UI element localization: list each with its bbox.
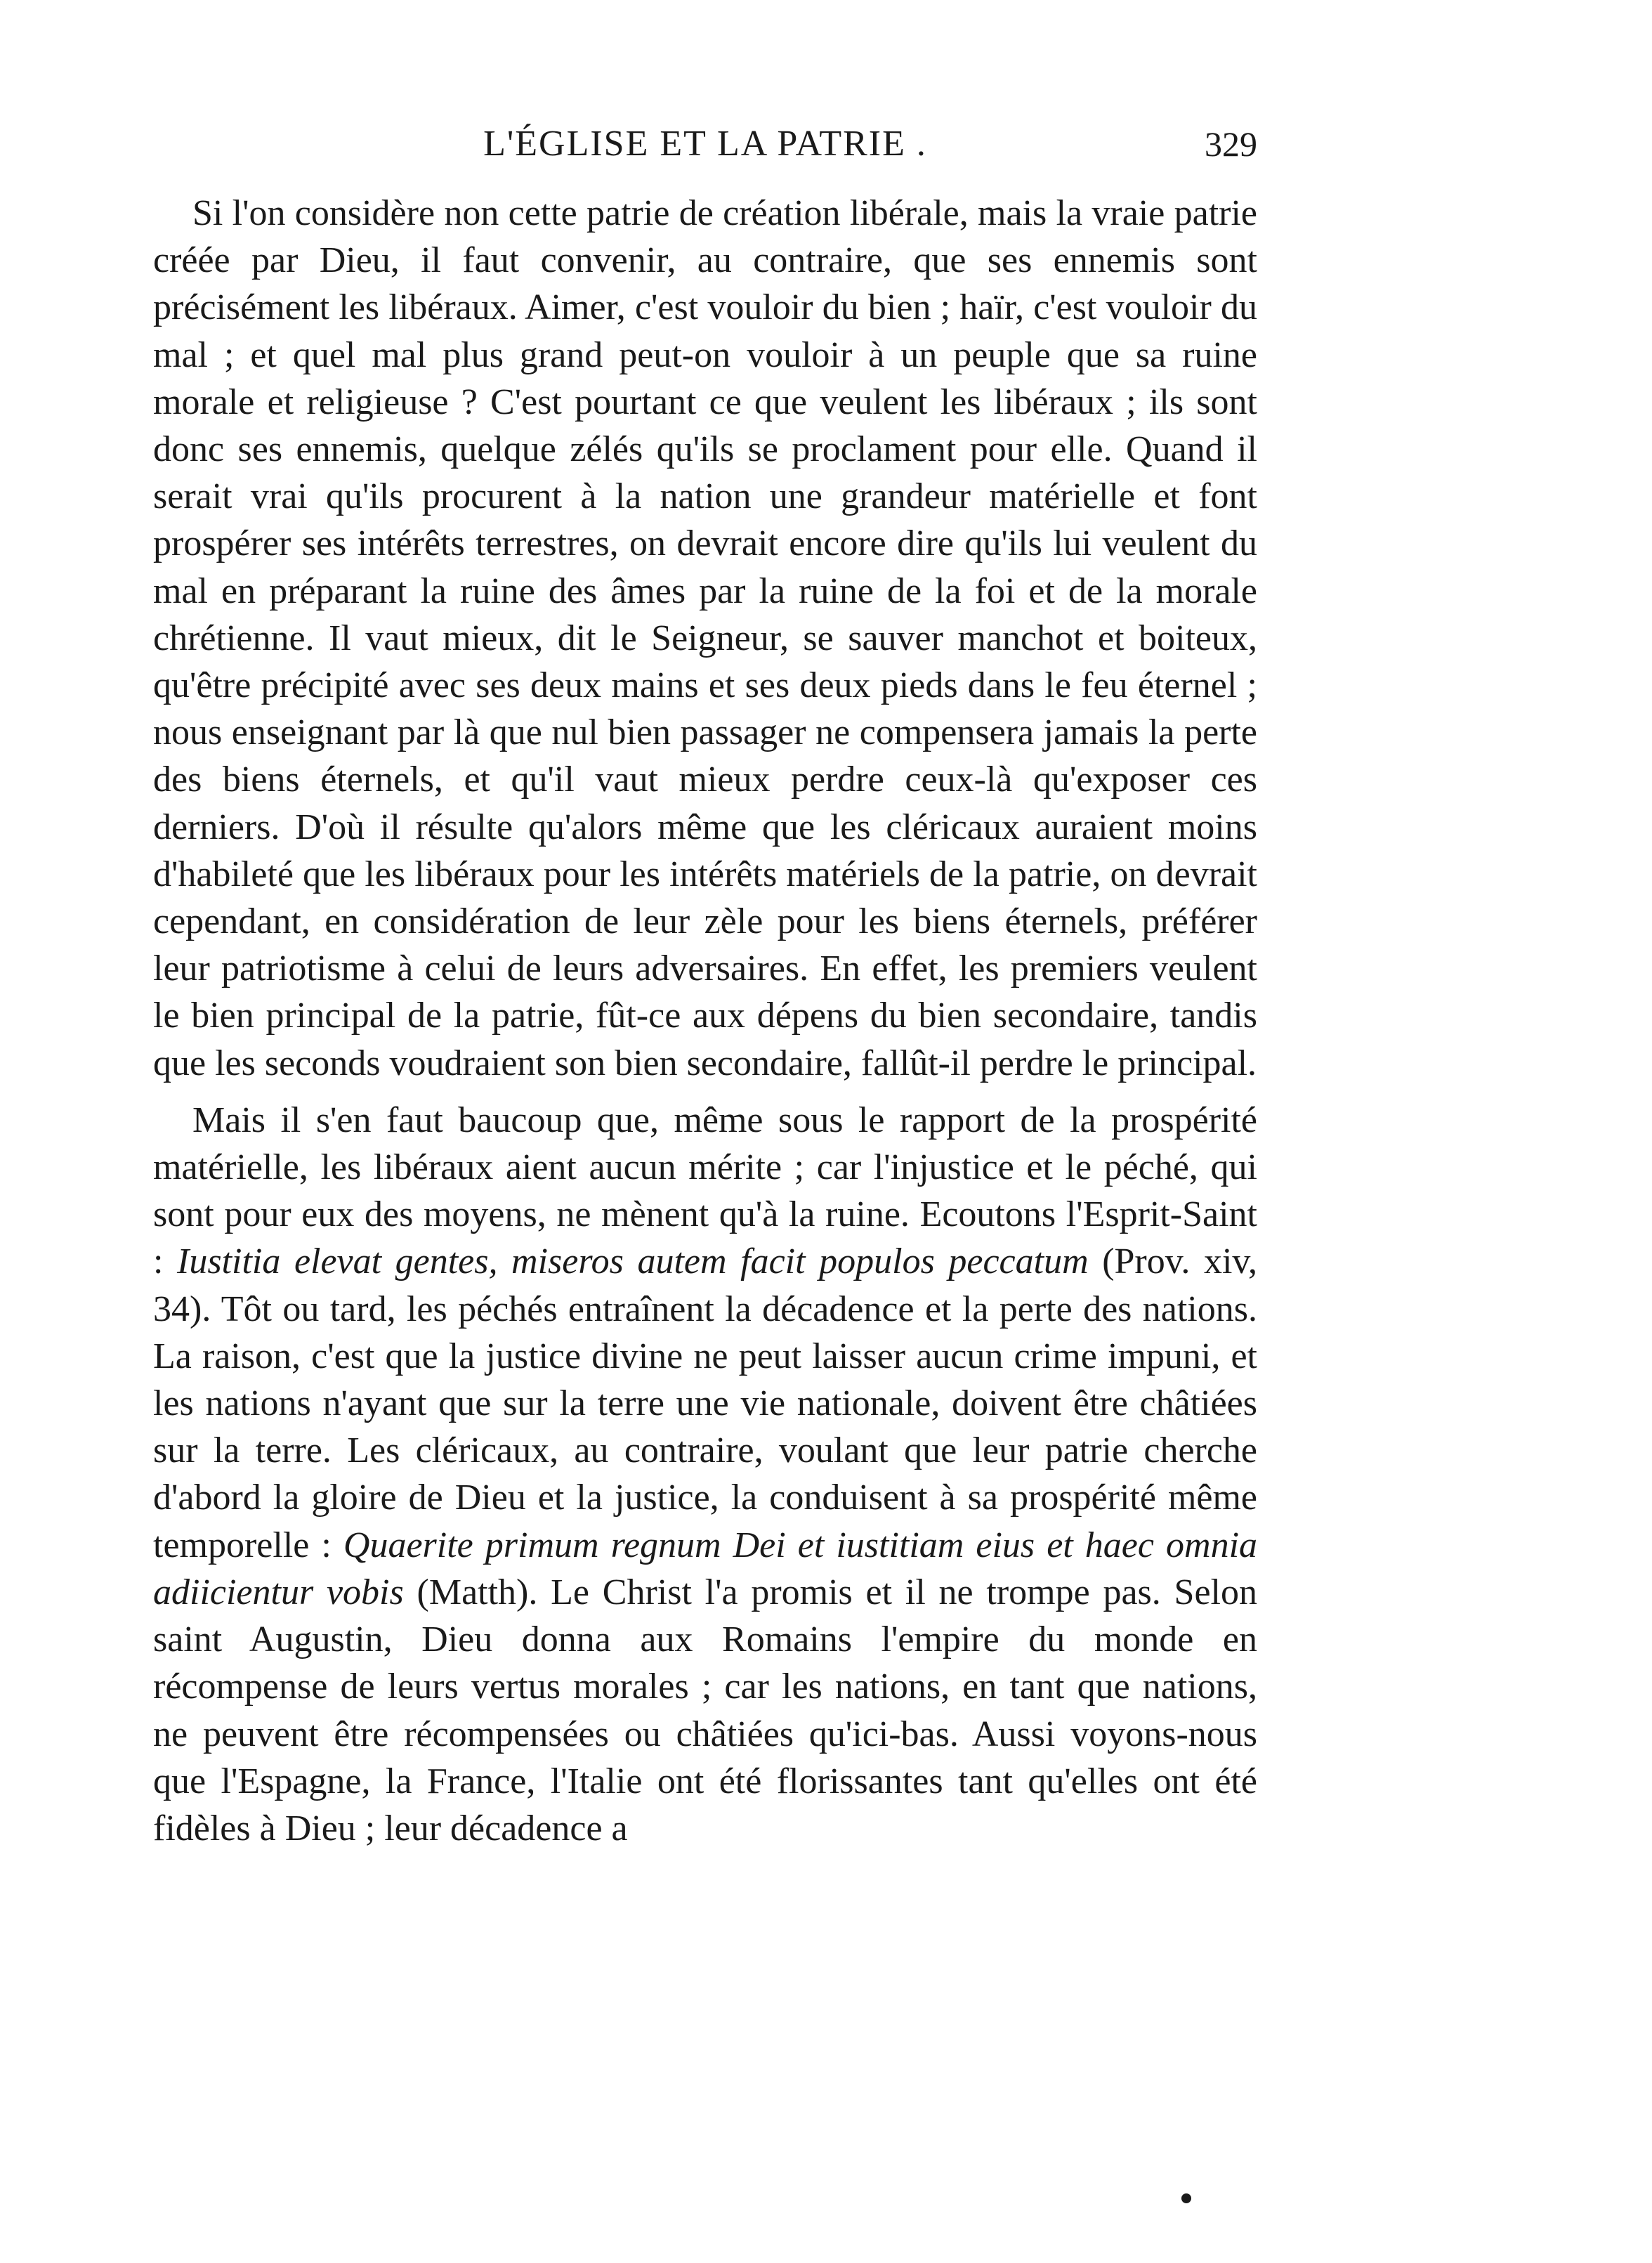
running-title: L'ÉGLISE ET LA PATRIE . [483, 124, 927, 164]
paragraph-text: (Matth). Le Christ l'a promis et il ne trompe pas. Selon saint Augustin, Dieu donna aux Romains l'empire du monde en récompense de leurs vertus morales ; car les nations, en tant que nations, ne peuvent être récompensées ou châtiées qu'ici-bas. Aussi voyons-nous que l'Espagne, la France, l'Italie ont été florissantes tant qu'elles ont été fidèles à Dieu ; leur décadence a [153, 1572, 1258, 1848]
running-head [153, 116, 1257, 172]
body-text [153, 190, 1257, 1852]
paragraph [153, 1097, 1257, 1852]
paragraph-text: (Prov. xiv, 34). Tôt ou tard, les péchés entraînent la décadence et la perte des nations. La raison, c'est que la justice divine ne peut laisser aucun crime impuni, et les nations n'ayant que sur la terre une vie nationale, doivent être châtiées sur la terre. Les cléricaux, au contraire, voulant que leur patrie cherche d'abord la gloire de Dieu et la justice, la conduisent à sa prospérité même temporelle : [153, 1241, 1258, 1565]
paragraph [153, 190, 1257, 1087]
page-number: 329 [1205, 124, 1257, 164]
latin-quotation: Iustitia elevat gentes, miseros autem facit populos peccatum [177, 1241, 1089, 1282]
paragraph-text: Mais il s'en faut baucoup que, même sous le rapport de la prospérité matérielle, les libéraux aient aucun mérite ; car l'injustice et le péché, qui sont pour eux des moyens, ne mènent qu'à la ruine. Ecoutons l'Esprit-Saint : [153, 1100, 1257, 1282]
printer-mark [1181, 2193, 1191, 2203]
paragraph-text: Si l'on considère non cette patrie de création libérale, mais la vraie patrie créée par Dieu, il faut convenir, au contraire, que ses ennemis sont précisément les libéraux. Aimer, c'est vouloir du bien ; haïr, c'est vouloir du mal ; et quel mal plus grand peut-on vouloir à un peuple que sa ruine morale et religieuse ? C'est pourtant ce que veulent les libéraux ; ils sont donc ses ennemis, quelque zélés qu'ils se proclament pour elle. Quand il serait vrai qu'ils procurent à la nation une grandeur matérielle et font prospérer ses intérêts terrestres, on devrait encore dire qu'ils lui veulent du mal en préparant la ruine des âmes par la ruine de la foi et de la morale chrétienne. Il vaut mieux, dit le Seigneur, se sauver manchot et boiteux, qu'être précipité avec ses deux mains et ses deux pieds dans le feu éternel ; nous enseignant par là que nul bien passager ne compensera jamais la perte des biens éternels, et qu'il vaut mieux perdre ceux-là qu'exposer ces derniers. D'où il résulte qu'alors même que les cléricaux auraient moins d'habileté que les libéraux pour les intérêts matériels de la patrie, on devrait cependant, en considération de leur zèle pour les biens éternels, préférer leur patriotisme à celui de leurs adversaires. En effet, les premiers veulent le bien principal de la patrie, fût-ce aux dépens du bien secondaire, tandis que les seconds voudraient son bien secondaire, fallût-il perdre le principal. [153, 193, 1257, 1083]
latin-quotation: Quaerite primum regnum Dei et iustitiam eius et haec omnia adiicientur vobis [153, 1525, 1258, 1612]
